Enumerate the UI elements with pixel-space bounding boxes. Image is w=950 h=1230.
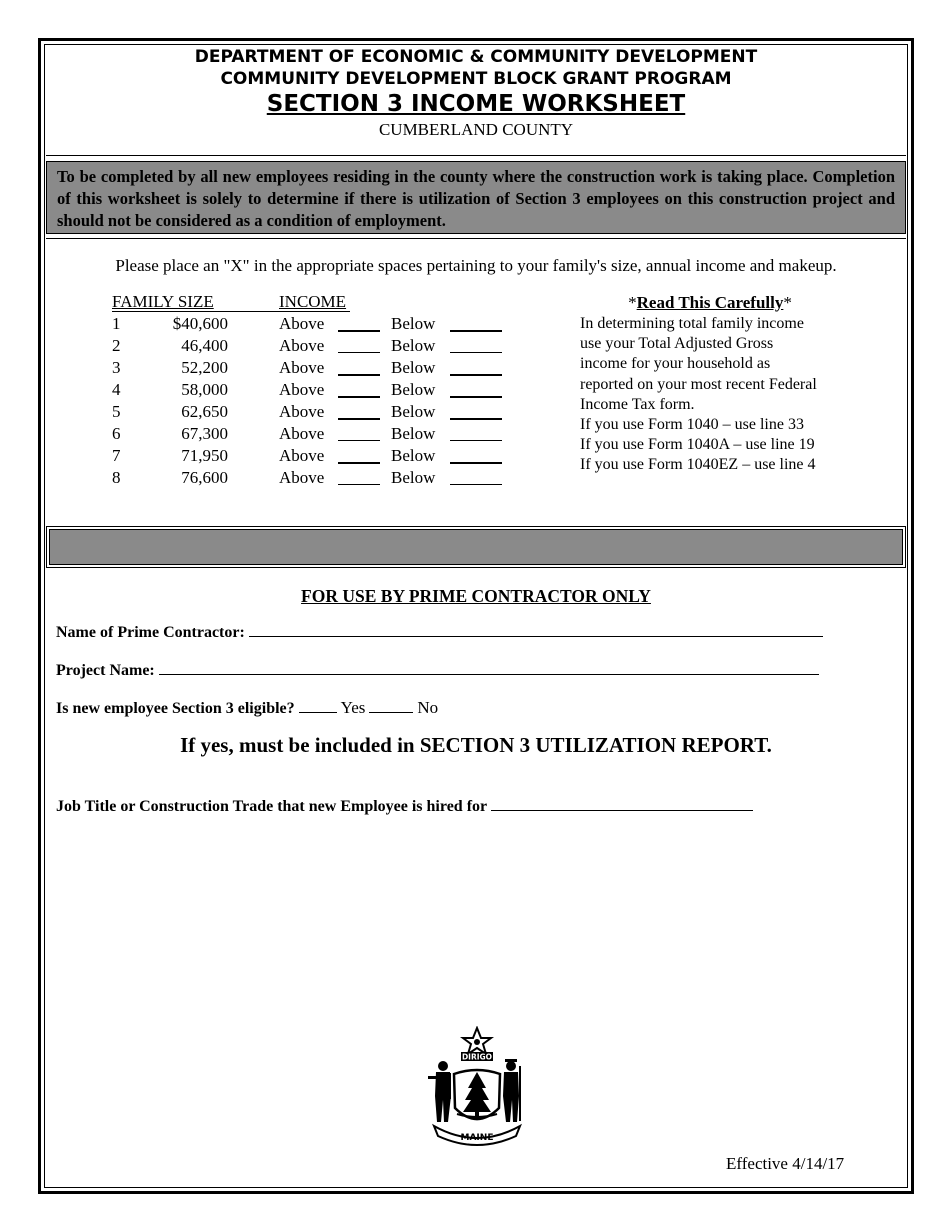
income-header: INCOME bbox=[279, 292, 347, 311]
read-carefully-body bbox=[580, 314, 880, 476]
above-blank[interactable] bbox=[338, 418, 380, 420]
above-blank[interactable] bbox=[338, 374, 380, 376]
income-limit-value: 76,600 bbox=[181, 468, 228, 487]
worksheet-title: SECTION 3 INCOME WORKSHEET bbox=[266, 91, 686, 117]
family-size-value: 4 bbox=[112, 380, 121, 399]
svg-text:MAINE: MAINE bbox=[460, 1133, 494, 1143]
prime-contractor-field bbox=[56, 623, 823, 642]
above-label: Above bbox=[279, 424, 325, 443]
maine-state-seal bbox=[424, 1026, 530, 1148]
income-limit-value: 52,200 bbox=[181, 358, 228, 377]
family-size-value: 6 bbox=[112, 424, 121, 443]
seal-star-icon bbox=[463, 1028, 491, 1054]
eligible-no-label: No bbox=[417, 698, 439, 717]
income-row bbox=[112, 424, 532, 446]
header-divider bbox=[46, 155, 906, 156]
above-label: Above bbox=[279, 380, 325, 399]
note-line: income for your household as bbox=[580, 355, 771, 373]
above-blank[interactable] bbox=[338, 396, 380, 398]
income-row bbox=[112, 314, 532, 336]
note-line: In determining total family income bbox=[580, 315, 804, 332]
family-size-value: 7 bbox=[112, 446, 121, 465]
note-line: use your Total Adjusted Gross bbox=[580, 335, 774, 353]
above-blank[interactable] bbox=[338, 484, 380, 485]
job-title-label: Job Title or Construction Trade that new Employee is hired for bbox=[56, 798, 488, 815]
eligible-yes-label: Yes bbox=[340, 698, 366, 717]
above-label: Above bbox=[279, 468, 325, 487]
family-size-value: 5 bbox=[112, 402, 121, 421]
gray-separator-bar bbox=[46, 526, 906, 568]
below-label: Below bbox=[391, 336, 436, 355]
eligible-no-blank[interactable] bbox=[369, 699, 413, 713]
income-limit-value: 71,950 bbox=[181, 446, 228, 465]
above-blank[interactable] bbox=[338, 440, 380, 441]
department-name: DEPARTMENT OF ECONOMIC & COMMUNITY DEVELOPMENT bbox=[194, 47, 758, 67]
income-limit-value: 62,650 bbox=[181, 402, 228, 421]
below-blank[interactable] bbox=[450, 418, 502, 420]
income-row bbox=[112, 402, 532, 424]
eligibility-field bbox=[56, 698, 438, 718]
below-blank[interactable] bbox=[450, 374, 502, 376]
income-row bbox=[112, 336, 532, 358]
above-label: Above bbox=[279, 402, 325, 421]
below-label: Below bbox=[391, 424, 436, 443]
income-limit-value: 58,000 bbox=[181, 380, 228, 399]
below-blank[interactable] bbox=[450, 440, 502, 441]
income-table bbox=[112, 292, 532, 490]
instruction-text: Please place an "X" in the appropriate spaces pertaining to your family's size, annual income and makeup. bbox=[115, 256, 837, 275]
project-name-input[interactable] bbox=[159, 661, 819, 675]
project-name-field bbox=[56, 661, 819, 680]
family-size-header: FAMILY SIZE bbox=[112, 292, 214, 311]
above-blank[interactable] bbox=[338, 352, 380, 353]
read-carefully-title: *Read This Carefully* bbox=[628, 293, 792, 312]
county-name: CUMBERLAND COUNTY bbox=[378, 120, 574, 139]
contractor-section-title: FOR USE BY PRIME CONTRACTOR ONLY bbox=[301, 586, 651, 606]
prime-contractor-input[interactable] bbox=[249, 623, 823, 637]
document-header bbox=[46, 44, 906, 141]
income-rows bbox=[112, 314, 532, 490]
above-blank[interactable] bbox=[338, 462, 380, 464]
note-line: Income Tax form. bbox=[580, 395, 695, 413]
income-row bbox=[112, 358, 532, 380]
program-name: COMMUNITY DEVELOPMENT BLOCK GRANT PROGRAM bbox=[220, 69, 732, 89]
prime-contractor-label: Name of Prime Contractor: bbox=[56, 624, 245, 641]
family-size-value: 2 bbox=[112, 336, 121, 355]
note-line: If you use Form 1040A – use line 19 bbox=[580, 436, 815, 454]
income-table-header bbox=[112, 292, 532, 314]
below-blank[interactable] bbox=[450, 484, 502, 485]
below-label: Below bbox=[391, 358, 436, 377]
below-label: Below bbox=[391, 380, 436, 399]
family-size-value: 1 bbox=[112, 314, 121, 333]
seal-sailor-figure bbox=[503, 1059, 521, 1122]
notice-box: To be completed by all new employees residing in the county where the construction work is taking place. Completion of this worksheet is solely to determine if there is utilization of Section 3 employees on this construction project and should not be considered as a condition of employment. bbox=[46, 161, 906, 234]
eligible-yes-blank[interactable] bbox=[299, 699, 337, 713]
note-line: reported on your most recent Federal bbox=[580, 375, 817, 393]
below-label: Below bbox=[391, 468, 436, 487]
note-line: If you use Form 1040EZ – use line 4 bbox=[580, 456, 816, 474]
below-label: Below bbox=[391, 314, 436, 333]
notice-divider bbox=[46, 238, 906, 239]
above-blank[interactable] bbox=[338, 330, 380, 332]
effective-date: Effective 4/14/17 bbox=[726, 1154, 845, 1173]
income-limit-value: $40,600 bbox=[172, 314, 228, 333]
income-limit-value: 67,300 bbox=[181, 424, 228, 443]
income-row bbox=[112, 468, 532, 490]
below-blank[interactable] bbox=[450, 462, 502, 464]
above-label: Above bbox=[279, 314, 325, 333]
note-line: If you use Form 1040 – use line 33 bbox=[580, 416, 804, 434]
income-limit-value: 46,400 bbox=[181, 336, 228, 355]
below-blank[interactable] bbox=[450, 396, 502, 398]
seal-shield bbox=[454, 1070, 500, 1119]
below-blank[interactable] bbox=[450, 330, 502, 332]
below-label: Below bbox=[391, 402, 436, 421]
income-row bbox=[112, 380, 532, 402]
project-name-label: Project Name: bbox=[56, 662, 155, 679]
family-size-value: 3 bbox=[112, 358, 121, 377]
income-row bbox=[112, 446, 532, 468]
header-underline bbox=[112, 311, 350, 312]
seal-farmer-figure bbox=[428, 1061, 451, 1122]
above-label: Above bbox=[279, 446, 325, 465]
above-label: Above bbox=[279, 336, 325, 355]
below-label: Below bbox=[391, 446, 436, 465]
read-carefully-note bbox=[580, 292, 880, 476]
job-title-input[interactable] bbox=[491, 797, 753, 811]
utilization-report-message: If yes, must be included in SECTION 3 UTILIZATION REPORT. bbox=[180, 733, 772, 757]
svg-text:DIRIGO: DIRIGO bbox=[461, 1052, 493, 1062]
job-title-field bbox=[56, 797, 753, 816]
eligibility-label: Is new employee Section 3 eligible? bbox=[56, 700, 295, 717]
below-blank[interactable] bbox=[450, 352, 502, 353]
above-label: Above bbox=[279, 358, 325, 377]
family-size-value: 8 bbox=[112, 468, 121, 487]
